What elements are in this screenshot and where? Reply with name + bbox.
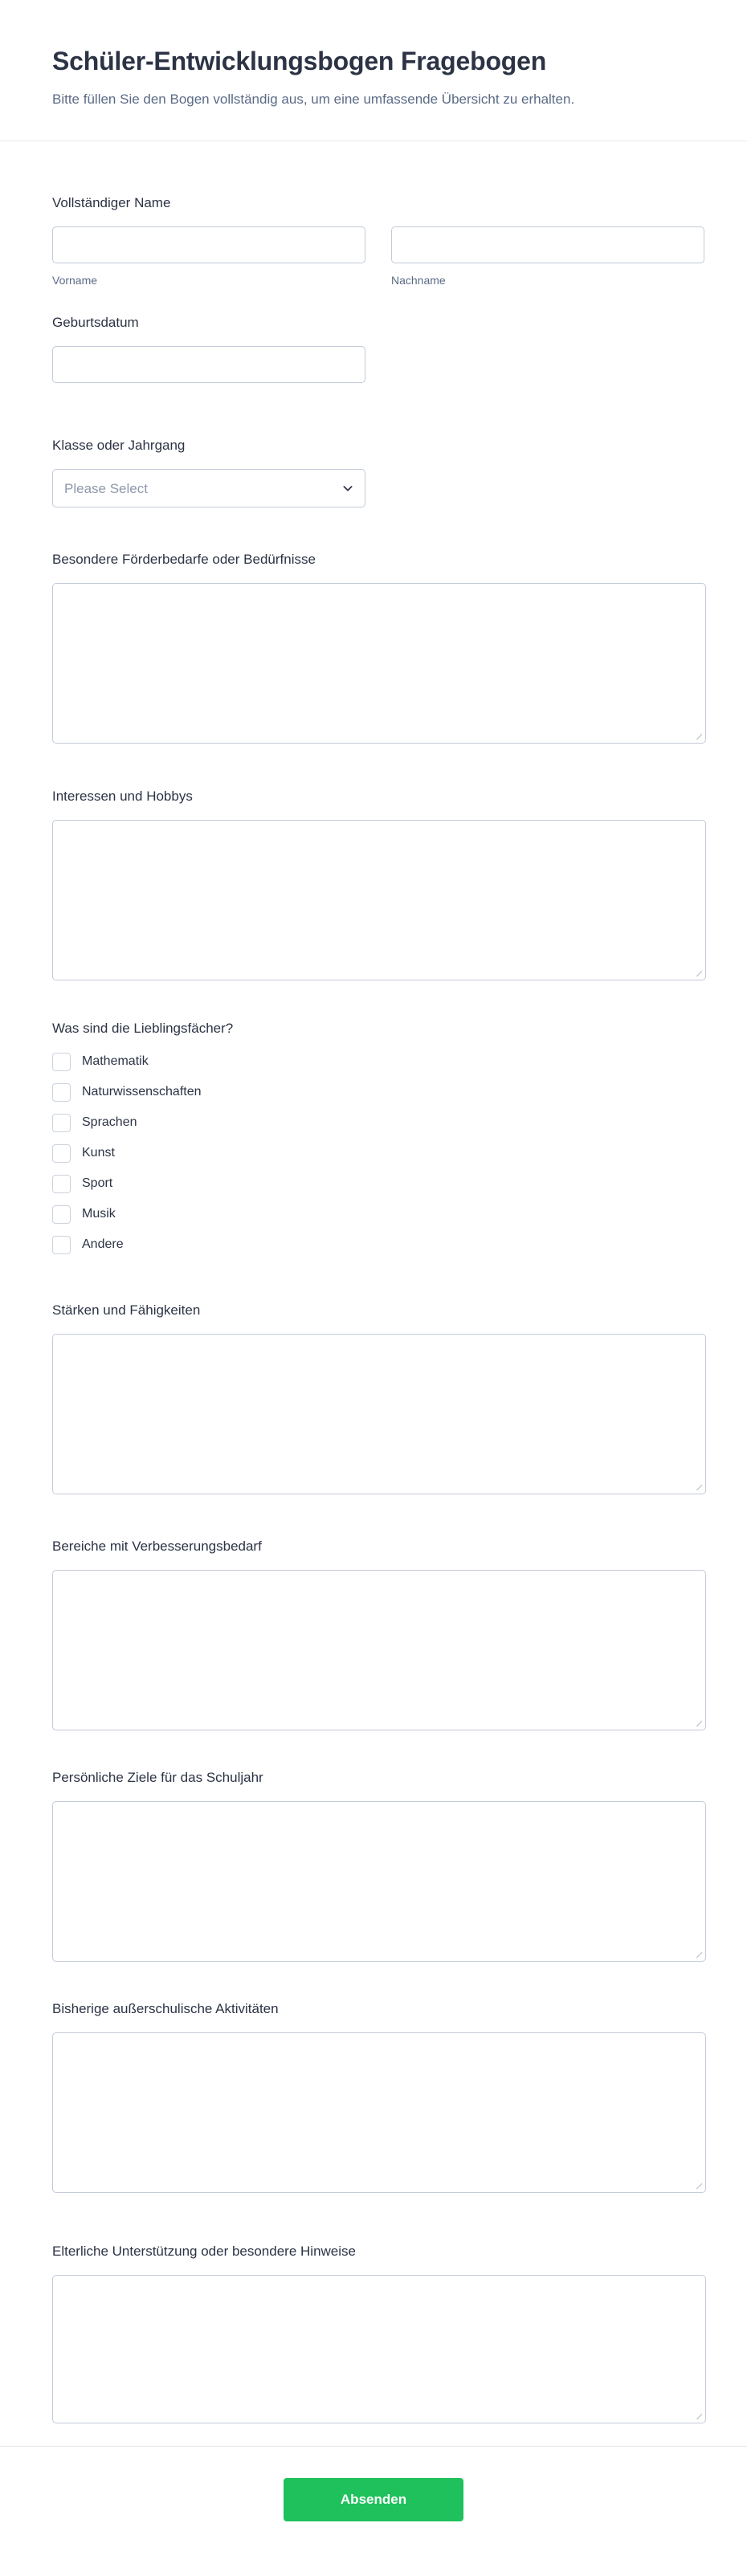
improvement-areas-label: Bereiche mit Verbesserungsbedarf	[52, 1539, 262, 1554]
question-interests	[52, 789, 706, 980]
checkbox-label: Andere	[82, 1237, 124, 1251]
form-header	[0, 0, 747, 141]
question-full-name	[52, 195, 706, 287]
question-personal-goals	[52, 1770, 706, 1962]
parental-support-label: Elterliche Unterstützung oder besondere Hinweise	[52, 2244, 356, 2259]
form-body	[0, 195, 747, 2423]
strengths-textarea[interactable]	[52, 1334, 706, 1494]
strengths-textarea-wrap	[52, 1334, 706, 1494]
form-subtitle: Bitte füllen Sie den Bogen vollständig aus, um eine umfassende Übersicht zu erhalten.	[52, 92, 575, 107]
first-name-input[interactable]	[52, 226, 365, 263]
grade-select[interactable]	[52, 469, 365, 507]
last-name-col	[391, 226, 704, 287]
checkbox-row-kunst	[52, 1143, 706, 1163]
last-name-sublabel: Nachname	[391, 274, 446, 287]
last-name-input[interactable]	[391, 226, 704, 263]
submit-button[interactable]: Absenden	[284, 2478, 463, 2521]
special-needs-textarea-wrap	[52, 583, 706, 744]
checkbox-andere[interactable]	[52, 1236, 71, 1254]
first-name-sublabel: Vorname	[52, 274, 98, 287]
question-extracurricular	[52, 2001, 706, 2193]
checkbox-mathematik[interactable]	[52, 1053, 71, 1071]
first-name-col	[52, 226, 365, 287]
checkbox-naturwissenschaften[interactable]	[52, 1083, 71, 1102]
improvement-areas-textarea[interactable]	[52, 1570, 706, 1730]
parental-support-textarea[interactable]	[52, 2275, 706, 2423]
interests-textarea[interactable]	[52, 820, 706, 980]
checkbox-sport[interactable]	[52, 1175, 71, 1193]
checkbox-musik[interactable]	[52, 1205, 71, 1224]
personal-goals-textarea-wrap	[52, 1801, 706, 1962]
birth-date-label: Geburtsdatum	[52, 315, 139, 330]
extracurricular-textarea[interactable]	[52, 2032, 706, 2193]
form-footer	[0, 2446, 747, 2561]
extracurricular-label: Bisherige außerschulische Aktivitäten	[52, 2001, 279, 2016]
checkbox-row-naturwissenschaften	[52, 1082, 706, 1102]
checkbox-label: Kunst	[82, 1146, 115, 1160]
checkbox-label: Naturwissenschaften	[82, 1085, 202, 1098]
checkbox-row-andere	[52, 1235, 706, 1254]
favorite-subjects-list	[52, 1052, 706, 1254]
checkbox-label: Musik	[82, 1207, 116, 1221]
question-birth-date	[52, 315, 706, 383]
full-name-row	[52, 226, 706, 287]
question-strengths	[52, 1302, 706, 1494]
improvement-areas-textarea-wrap	[52, 1570, 706, 1730]
checkbox-label: Sport	[82, 1176, 113, 1190]
checkbox-row-mathematik	[52, 1052, 706, 1071]
question-favorite-subjects	[52, 1021, 706, 1254]
birth-date-input[interactable]	[52, 346, 365, 383]
checkbox-row-sport	[52, 1174, 706, 1193]
question-grade	[52, 438, 706, 507]
checkbox-label: Mathematik	[82, 1054, 149, 1068]
checkbox-label: Sprachen	[82, 1115, 137, 1129]
form-title: Schüler-Entwicklungsbogen Fragebogen	[52, 47, 547, 75]
special-needs-label: Besondere Förderbedarfe oder Bedürfnisse	[52, 552, 316, 567]
grade-label: Klasse oder Jahrgang	[52, 438, 186, 453]
extracurricular-textarea-wrap	[52, 2032, 706, 2193]
question-improvement-areas	[52, 1539, 706, 1730]
full-name-label: Vollständiger Name	[52, 195, 171, 210]
parental-support-textarea-wrap	[52, 2275, 706, 2423]
checkbox-row-sprachen	[52, 1113, 706, 1132]
grade-select-wrap	[52, 469, 365, 507]
question-special-needs	[52, 552, 706, 744]
personal-goals-label: Persönliche Ziele für das Schuljahr	[52, 1770, 263, 1785]
interests-label: Interessen und Hobbys	[52, 789, 193, 804]
question-parental-support	[52, 2244, 706, 2423]
favorite-subjects-label: Was sind die Lieblingsfächer?	[52, 1021, 234, 1036]
checkbox-sprachen[interactable]	[52, 1114, 71, 1132]
checkbox-row-musik	[52, 1204, 706, 1224]
checkbox-kunst[interactable]	[52, 1144, 71, 1163]
personal-goals-textarea[interactable]	[52, 1801, 706, 1962]
interests-textarea-wrap	[52, 820, 706, 980]
strengths-label: Stärken und Fähigkeiten	[52, 1302, 201, 1318]
special-needs-textarea[interactable]	[52, 583, 706, 744]
